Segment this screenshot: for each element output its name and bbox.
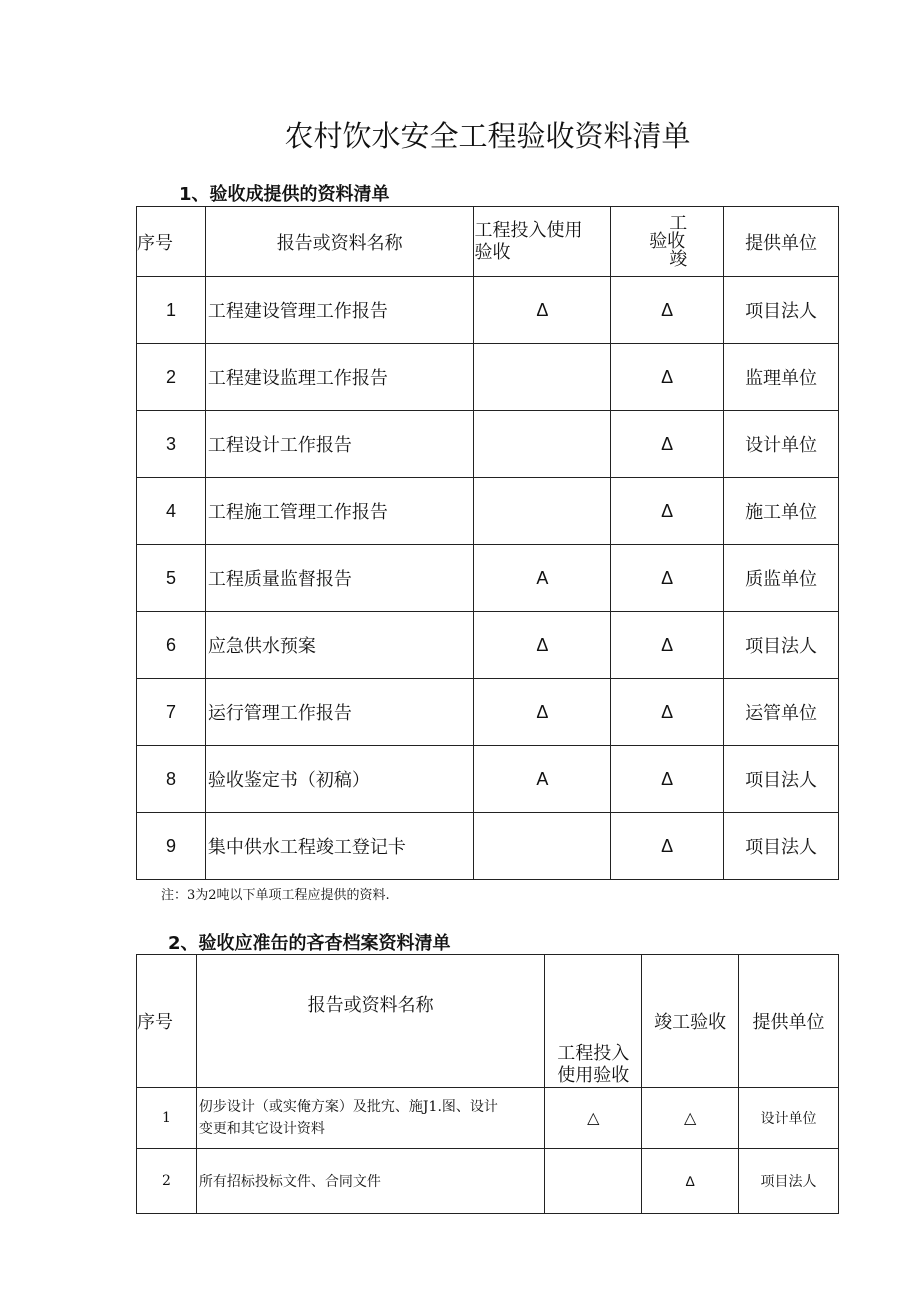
row-fin-mark: △: [642, 1088, 739, 1149]
row-use-mark: [474, 813, 611, 880]
table-2: [136, 954, 839, 1214]
table-2-header-row: [137, 955, 839, 1088]
header-use-acceptance: [474, 207, 611, 277]
row-name: 工程建设管理工作报告: [205, 277, 474, 344]
row-name: 集中供水工程竣工登记卡: [205, 813, 474, 880]
table-1-note: 注：3为2吨以下单项工程应提供的资料.: [161, 888, 390, 903]
row-fin-mark: Δ: [611, 746, 724, 813]
header-seq: 序号: [137, 955, 197, 1088]
row-use-mark: [474, 411, 611, 478]
row-use-mark: Δ: [474, 612, 611, 679]
row-fin-mark: ∆: [642, 1149, 739, 1214]
row-use-mark: △: [545, 1088, 642, 1149]
header-seq: 序号: [137, 207, 206, 277]
row-name: [196, 1149, 544, 1214]
row-fin-mark: Δ: [611, 545, 724, 612]
row-use-mark: A: [474, 746, 611, 813]
table-row: [137, 411, 839, 478]
row-unit: 监理单位: [724, 344, 839, 411]
row-use-mark: A: [474, 545, 611, 612]
table-row: [137, 679, 839, 746]
header-fin-line2: 验收: [649, 230, 686, 252]
table-row: [137, 746, 839, 813]
table-row: [137, 344, 839, 411]
row-name: 工程建设监理工作报告: [205, 344, 474, 411]
header-fin-line1: 工: [669, 212, 688, 234]
table-row: [137, 478, 839, 545]
row-use-mark: Δ: [474, 679, 611, 746]
header-use-line2: 验收: [474, 241, 511, 263]
row-name: 运行管理工作报告: [205, 679, 474, 746]
row-num: 5: [137, 545, 206, 612]
header-use-line1: 工程投入使用: [474, 219, 583, 241]
row-num: 6: [137, 612, 206, 679]
table-1: [136, 206, 839, 880]
row-name-line1: 所有招标投标文件、合同文件: [198, 1174, 381, 1190]
row-use-mark: [474, 344, 611, 411]
row-fin-mark: Δ: [611, 813, 724, 880]
row-unit: 运管单位: [724, 679, 839, 746]
row-unit: 施工单位: [724, 478, 839, 545]
row-num: 2: [137, 344, 206, 411]
row-num: 1: [137, 277, 206, 344]
row-name: 应急供水预案: [205, 612, 474, 679]
section-1-heading: 1、验收成提供的资料清单: [179, 184, 390, 205]
row-fin-mark: Δ: [611, 411, 724, 478]
row-num: 9: [137, 813, 206, 880]
row-name: 工程施工管理工作报告: [205, 478, 474, 545]
row-name: 工程设计工作报告: [205, 411, 474, 478]
table-row: [137, 1149, 839, 1214]
row-name-line2: 变更和其它设计资料: [198, 1121, 325, 1137]
row-use-mark: Δ: [474, 277, 611, 344]
row-unit: 质监单位: [724, 545, 839, 612]
table-row: [137, 813, 839, 880]
header-fin-line3: 竣: [669, 248, 688, 270]
row-unit: 设计单位: [724, 411, 839, 478]
table-row: [137, 612, 839, 679]
row-name: 工程质量监督报告: [205, 545, 474, 612]
header-name: 报告或资料名称: [205, 207, 474, 277]
row-unit: 项目法人: [724, 277, 839, 344]
row-name: 验收鉴定书（初稿）: [205, 746, 474, 813]
row-unit: 设计单位: [739, 1088, 839, 1149]
row-fin-mark: Δ: [611, 679, 724, 746]
row-unit: 项目法人: [724, 746, 839, 813]
header-use-line1: 工程投入: [557, 1043, 630, 1064]
header-unit: 提供单位: [724, 207, 839, 277]
row-unit: 项目法人: [724, 813, 839, 880]
header-unit: 提供单位: [739, 955, 839, 1088]
section-2-heading: 2、验收应准缶的吝杳档案资料清单: [168, 933, 451, 954]
row-name: [196, 1088, 544, 1149]
row-fin-mark: Δ: [611, 277, 724, 344]
header-name: 报告或资料名称: [196, 955, 544, 1088]
document-title: 农村饮水安全工程验收资料清单: [284, 119, 691, 153]
row-num: 2: [137, 1149, 197, 1214]
table-row: [137, 545, 839, 612]
header-use-line2: 使用验收: [557, 1065, 630, 1086]
row-fin-mark: Δ: [611, 344, 724, 411]
row-fin-mark: Δ: [611, 612, 724, 679]
row-use-mark: [474, 478, 611, 545]
row-num: 7: [137, 679, 206, 746]
row-num: 1: [137, 1088, 197, 1149]
header-final-acceptance: [611, 207, 724, 277]
header-final-acceptance: 竣工验收: [642, 955, 739, 1088]
row-use-mark: [545, 1149, 642, 1214]
table-row: [137, 277, 839, 344]
row-num: 3: [137, 411, 206, 478]
row-fin-mark: Δ: [611, 478, 724, 545]
row-num: 8: [137, 746, 206, 813]
row-unit: 项目法人: [724, 612, 839, 679]
header-use-acceptance: [545, 955, 642, 1088]
row-num: 4: [137, 478, 206, 545]
table-1-header-row: [137, 207, 839, 277]
row-name-line1: 仞步设计（或实俺方案）及批宄、施J1.图、设计: [198, 1099, 498, 1115]
table-row: [137, 1088, 839, 1149]
row-unit: 项目法人: [739, 1149, 839, 1214]
